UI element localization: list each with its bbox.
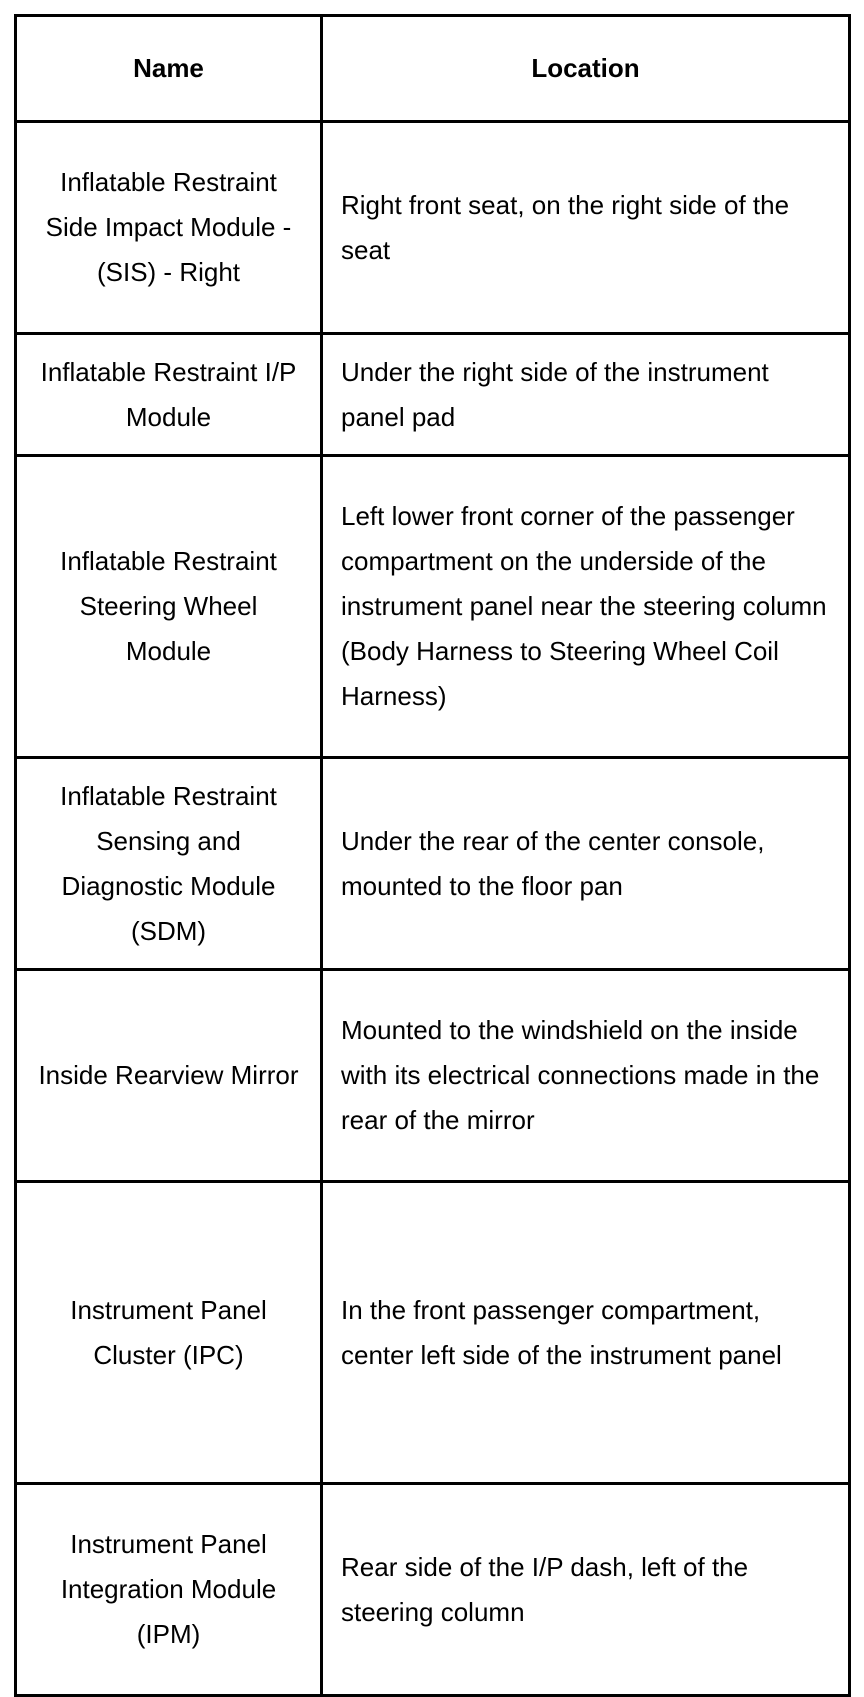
row-name-cell: Instrument Panel Integration Module (IPM) (16, 1484, 322, 1696)
component-location-table (14, 14, 851, 1697)
row-name-cell: Inflatable Restraint Steering Wheel Module (16, 456, 322, 758)
row-name-cell: Inflatable Restraint Sensing and Diagnostic Module (SDM) (16, 758, 322, 970)
row-location-cell: In the front passenger compartment, center left side of the instrument panel (322, 1182, 850, 1484)
row-name-cell: Inflatable Restraint Side Impact Module - (SIS) - Right (16, 122, 322, 334)
table-row (16, 970, 850, 1182)
row-name-cell: Instrument Panel Cluster (IPC) (16, 1182, 322, 1484)
row-location-cell: Rear side of the I/P dash, left of the steering column (322, 1484, 850, 1696)
header-name: Name (16, 16, 322, 122)
row-location-cell: Under the rear of the center console, mounted to the floor pan (322, 758, 850, 970)
row-location-cell: Left lower front corner of the passenger compartment on the underside of the instrument panel near the steering column (Body Harness to Steering Wheel Coil Harness) (322, 456, 850, 758)
table-row (16, 456, 850, 758)
table-row (16, 334, 850, 456)
header-row (16, 16, 850, 122)
table-row (16, 1484, 850, 1696)
row-name-cell: Inside Rearview Mirror (16, 970, 322, 1182)
row-location-cell: Under the right side of the instrument panel pad (322, 334, 850, 456)
row-location-cell: Right front seat, on the right side of the seat (322, 122, 850, 334)
header-location: Location (322, 16, 850, 122)
table-row (16, 1182, 850, 1484)
row-location-cell: Mounted to the windshield on the inside with its electrical connections made in the rear of the mirror (322, 970, 850, 1182)
table-row (16, 122, 850, 334)
table-row (16, 758, 850, 970)
row-name-cell: Inflatable Restraint I/P Module (16, 334, 322, 456)
